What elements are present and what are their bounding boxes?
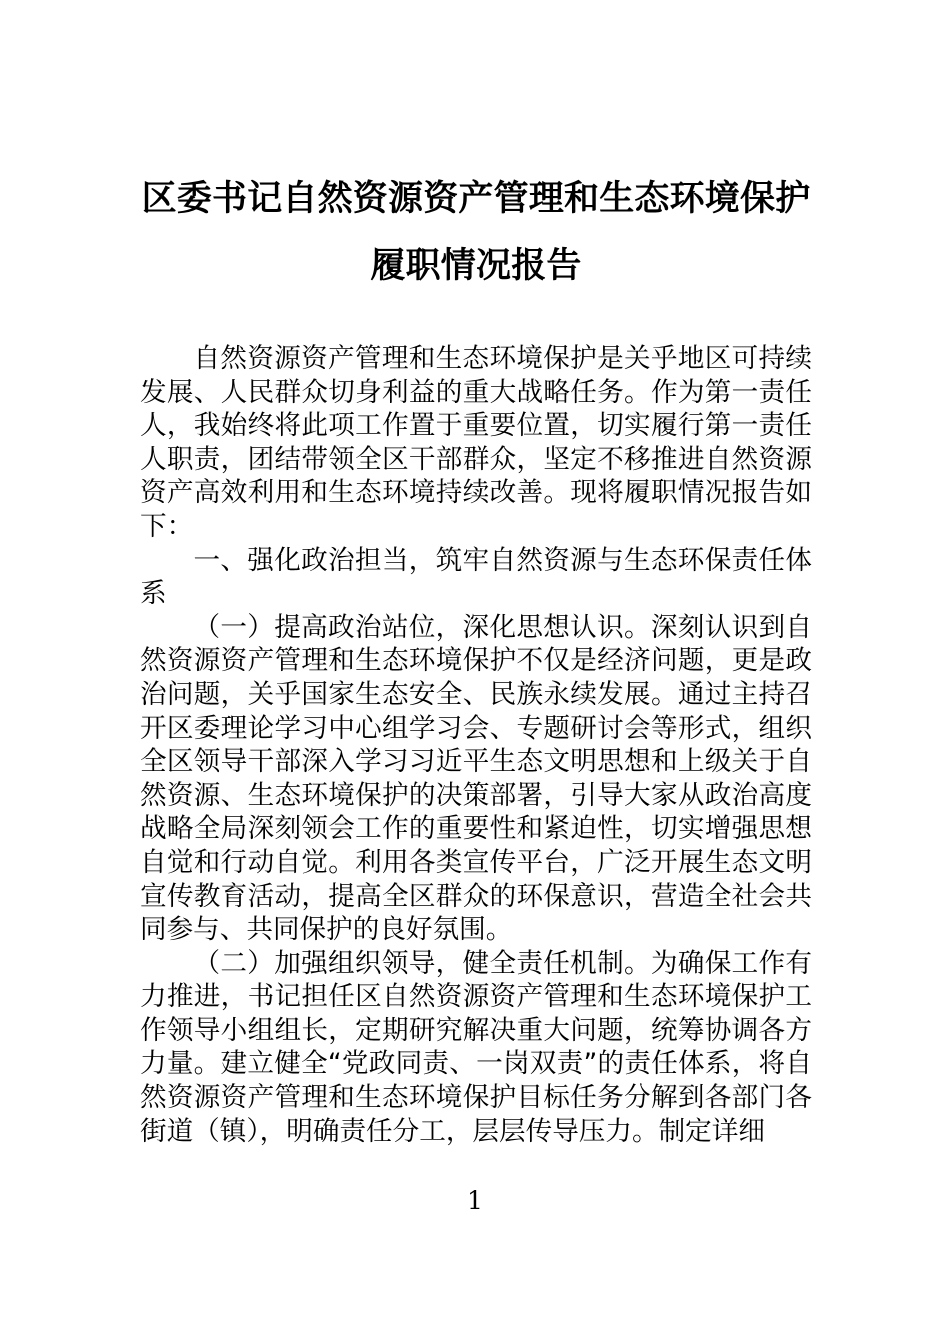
paragraph-intro: 自然资源资产管理和生态环境保护是关乎地区可持续发展、人民群众切身利益的重大战略任务。作为第一责任人，我始终将此项工作置于重要位置，切实履行第一责任人职责，团结带领全区干部群众，坚定不移推进自然资源资产高效利用和生态环境持续改善。现将履职情况报告如下： (140, 343, 812, 542)
section-heading-1: 一、强化政治担当，筑牢自然资源与生态环保责任体系 (140, 544, 812, 610)
page-number: 1 (467, 1186, 483, 1215)
page-title: 区委书记自然资源资产管理和生态环境保护履职情况报告 (141, 179, 811, 286)
paragraph-section-1-2: （二）加强组织领导，健全责任机制。为确保工作有力推进，书记担任区自然资源资产管理和生态环境保护工作领导小组组长，定期研究解决重大问题，统筹协调各方力量。建立健全“党政同责、一岗双责”的责任体系，将自然资源资产管理和生态环境保护目标任务分解到各部门各街道（镇），明确责任分工，层层传导压力。制定详细 (140, 947, 812, 1147)
document-text-column (140, 0, 812, 1148)
paragraph-section-1-1: （一）提高政治站位，深化思想认识。深刻认识到自然资源资产管理和生态环境保护不仅是经济问题，更是政治问题，关乎国家生态安全、民族永续发展。通过主持召开区委理论学习中心组学习会、专题研讨会等形式，组织全区领导干部深入学习习近平生态文明思想和上级关于自然资源、生态环境保护的决策部署，引导大家从政治高度战略全局深刻领会工作的重要性和紧迫性，切实增强思想自觉和行动自觉。利用各类宣传平台，广泛开展生态文明宣传教育活动，提高全区群众的环保意识，营造全社会共同参与、共同保护的良好氛围。 (140, 611, 812, 946)
